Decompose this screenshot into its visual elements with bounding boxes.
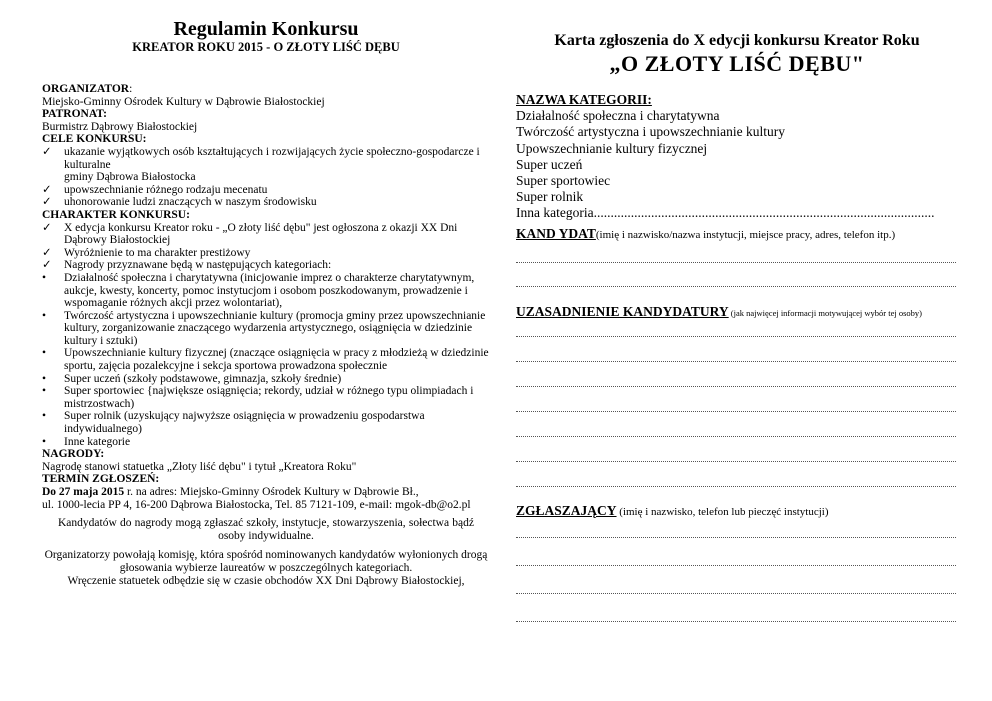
category-item: • Upowszechnianie kultury fizycznej (znaczące osiągnięcia w pracy z młodzieżą w dziedzinie sportu, zajęcia pozalekcyjne i sekcja sportowa prowadzona społecznie <box>42 347 489 373</box>
goals-list <box>42 146 490 209</box>
character-item: ✓ Wyróżnienie to ma charakter prestiżowy <box>42 246 251 259</box>
deadline-line: Do 27 maja 2015 r. na adres: Miejsko-Gminny Ośrodek Kultury w Dąbrowie Bł., <box>42 486 419 498</box>
goal-item: ✓ ukazanie wyjątkowych osób kształtujących i rozwijających życie społeczno-gospodarcze i kulturalne gminy Dąbrowa Białostocka <box>42 145 480 184</box>
candidate-heading: KAND YDAT(imię i nazwisko/nazwa instytucji, miejsce pracy, adres, telefon itp.) <box>516 225 896 241</box>
other-category-field[interactable]: Inna kategoria..................................................................................................... <box>516 205 935 221</box>
bullet-icon: • <box>42 435 47 448</box>
prizes-value: Nagrodę stanowi statuetka „Złoty liść dębu" i tytuł „Kreatora Roku" <box>42 460 357 473</box>
check-icon: ✓ <box>42 246 52 259</box>
character-list <box>42 222 490 449</box>
check-icon: ✓ <box>42 196 52 209</box>
character-item: ✓ X edycja konkursu Kreator roku - „O złoty liść dębu" jest ogłoszona z okazji XX Dni Dąbrowy Białostockiej <box>42 221 458 247</box>
justification-heading: UZASADNIENIE KANDYDATURY (jak najwięcej informacji motywującej wybór tej osoby) <box>516 303 922 319</box>
form-category-option[interactable]: Super uczeń <box>516 156 583 172</box>
prizes-heading: NAGRODY: <box>42 448 105 461</box>
goals-heading: CELE KONKURSU: <box>42 133 147 146</box>
regulations-body <box>42 83 490 587</box>
character-heading: CHARAKTER KONKURSU: <box>42 208 190 221</box>
form-category-option[interactable]: Twórczość artystyczna i upowszechnianie kultury <box>516 124 785 140</box>
form-category-option[interactable]: Działalność społeczna i charytatywna <box>516 108 720 124</box>
submitter-line[interactable] <box>516 620 956 622</box>
category-item: • Super rolnik (uzyskujący najwyższe osiągnięcia w prowadzeniu gospodarstwa indywidualnego) <box>42 410 425 436</box>
form-body <box>516 92 958 622</box>
bullet-icon: • <box>42 372 47 385</box>
check-icon: ✓ <box>42 145 52 158</box>
committee-note: Organizatorzy powołają komisję, która spośród nominowanych kandydatów wyłonionych drogą głosowania wybierze laureatów w poszczególnych kategoriach. <box>44 549 488 574</box>
check-icon: ✓ <box>42 183 52 196</box>
category-item: • Inne kategorie <box>42 435 131 448</box>
deadline-date: Do 27 maja 2015 <box>42 486 125 498</box>
form-title: Karta zgłoszenia do X edycji konkursu Kreator Roku <box>554 32 920 49</box>
form-category-option[interactable]: Super rolnik <box>516 189 584 205</box>
goal-item: ✓ upowszechnianie różnego rodzaju mecenatu <box>42 183 268 196</box>
nominations-note: Kandydatów do nagrody mogą zgłaszać szkoły, instytucje, stowarzyszenia, sołectwa bądź osoby indywidualne. <box>58 517 474 542</box>
regulations-subtitle: KREATOR ROKU 2015 - O ZŁOTY LIŚĆ DĘBU <box>132 40 400 54</box>
patron-value: Burmistrz Dąbrowy Białostockiej <box>42 120 198 133</box>
category-item: • Twórczość artystyczna i upowszechnianie kultury (promocja gminy przez upowszechnianie kultury, zorganizowanie znaczącego wydarzenia artystycznego, osiągnięcia w dziedzinie kultury i sztuki) <box>42 309 486 347</box>
bullet-icon: • <box>42 410 47 423</box>
category-heading: NAZWA KATEGORII: <box>516 92 652 107</box>
check-icon: ✓ <box>42 259 52 272</box>
goal-item: ✓ uhonorowanie ludzi znaczących w naszym środowisku <box>42 196 317 209</box>
form-big-title: „O ZŁOTY LIŚĆ DĘBU" <box>609 51 865 76</box>
deadline-heading: TERMIN ZGŁOSZEŃ: <box>42 473 160 486</box>
ceremony-note: Wręczenie statuetek odbędzie się w czasie obchodów XX Dni Dąbrowy Białostockiej, <box>67 574 465 587</box>
organizer-heading: ORGANIZATOR: <box>42 83 133 95</box>
bullet-icon: • <box>42 271 47 284</box>
check-icon: ✓ <box>42 221 52 234</box>
character-item: ✓ Nagrody przyznawane będą w następujących kategoriach: <box>42 259 332 272</box>
organizer-value: Miejsko-Gminny Ośrodek Kultury w Dąbrowie Białostockiej <box>42 95 325 108</box>
form-category-option[interactable]: Upowszechnianie kultury fizycznej <box>516 140 708 156</box>
form-category-option[interactable]: Super sportowiec <box>516 173 611 189</box>
patron-heading: PATRONAT: <box>42 108 107 121</box>
deadline-address: ul. 1000-lecia PP 4, 16-200 Dąbrowa Białostocka, Tel. 85 7121-109, e-mail: mgok-db@o2.pl <box>42 498 471 511</box>
category-item: • Super sportowiec {największe osiągnięcia; rekordy, udział w różnego typu olimpiadach i mistrzostwach) <box>42 385 474 410</box>
bullet-icon: • <box>42 347 47 360</box>
bullet-icon: • <box>42 309 47 322</box>
submitter-heading: ZGŁASZAJĄCY (imię i nazwisko, telefon lub pieczęć instytucji) <box>516 503 829 519</box>
category-item: • Super uczeń (szkoły podstawowe, gimnazja, szkoły średnie) <box>42 372 342 385</box>
category-item: • Działalność społeczna i charytatywna (inicjowanie imprez o charakterze charytatywnym, aukcje, kwesty, koncerty, pomoc instytucjom i osobom poszkodowanym, prowadzenie i wspomaganie różnych akcji przez wolontariat), <box>42 271 475 310</box>
regulations-title: Regulamin Konkursu <box>173 18 359 40</box>
bullet-icon: • <box>42 385 47 398</box>
